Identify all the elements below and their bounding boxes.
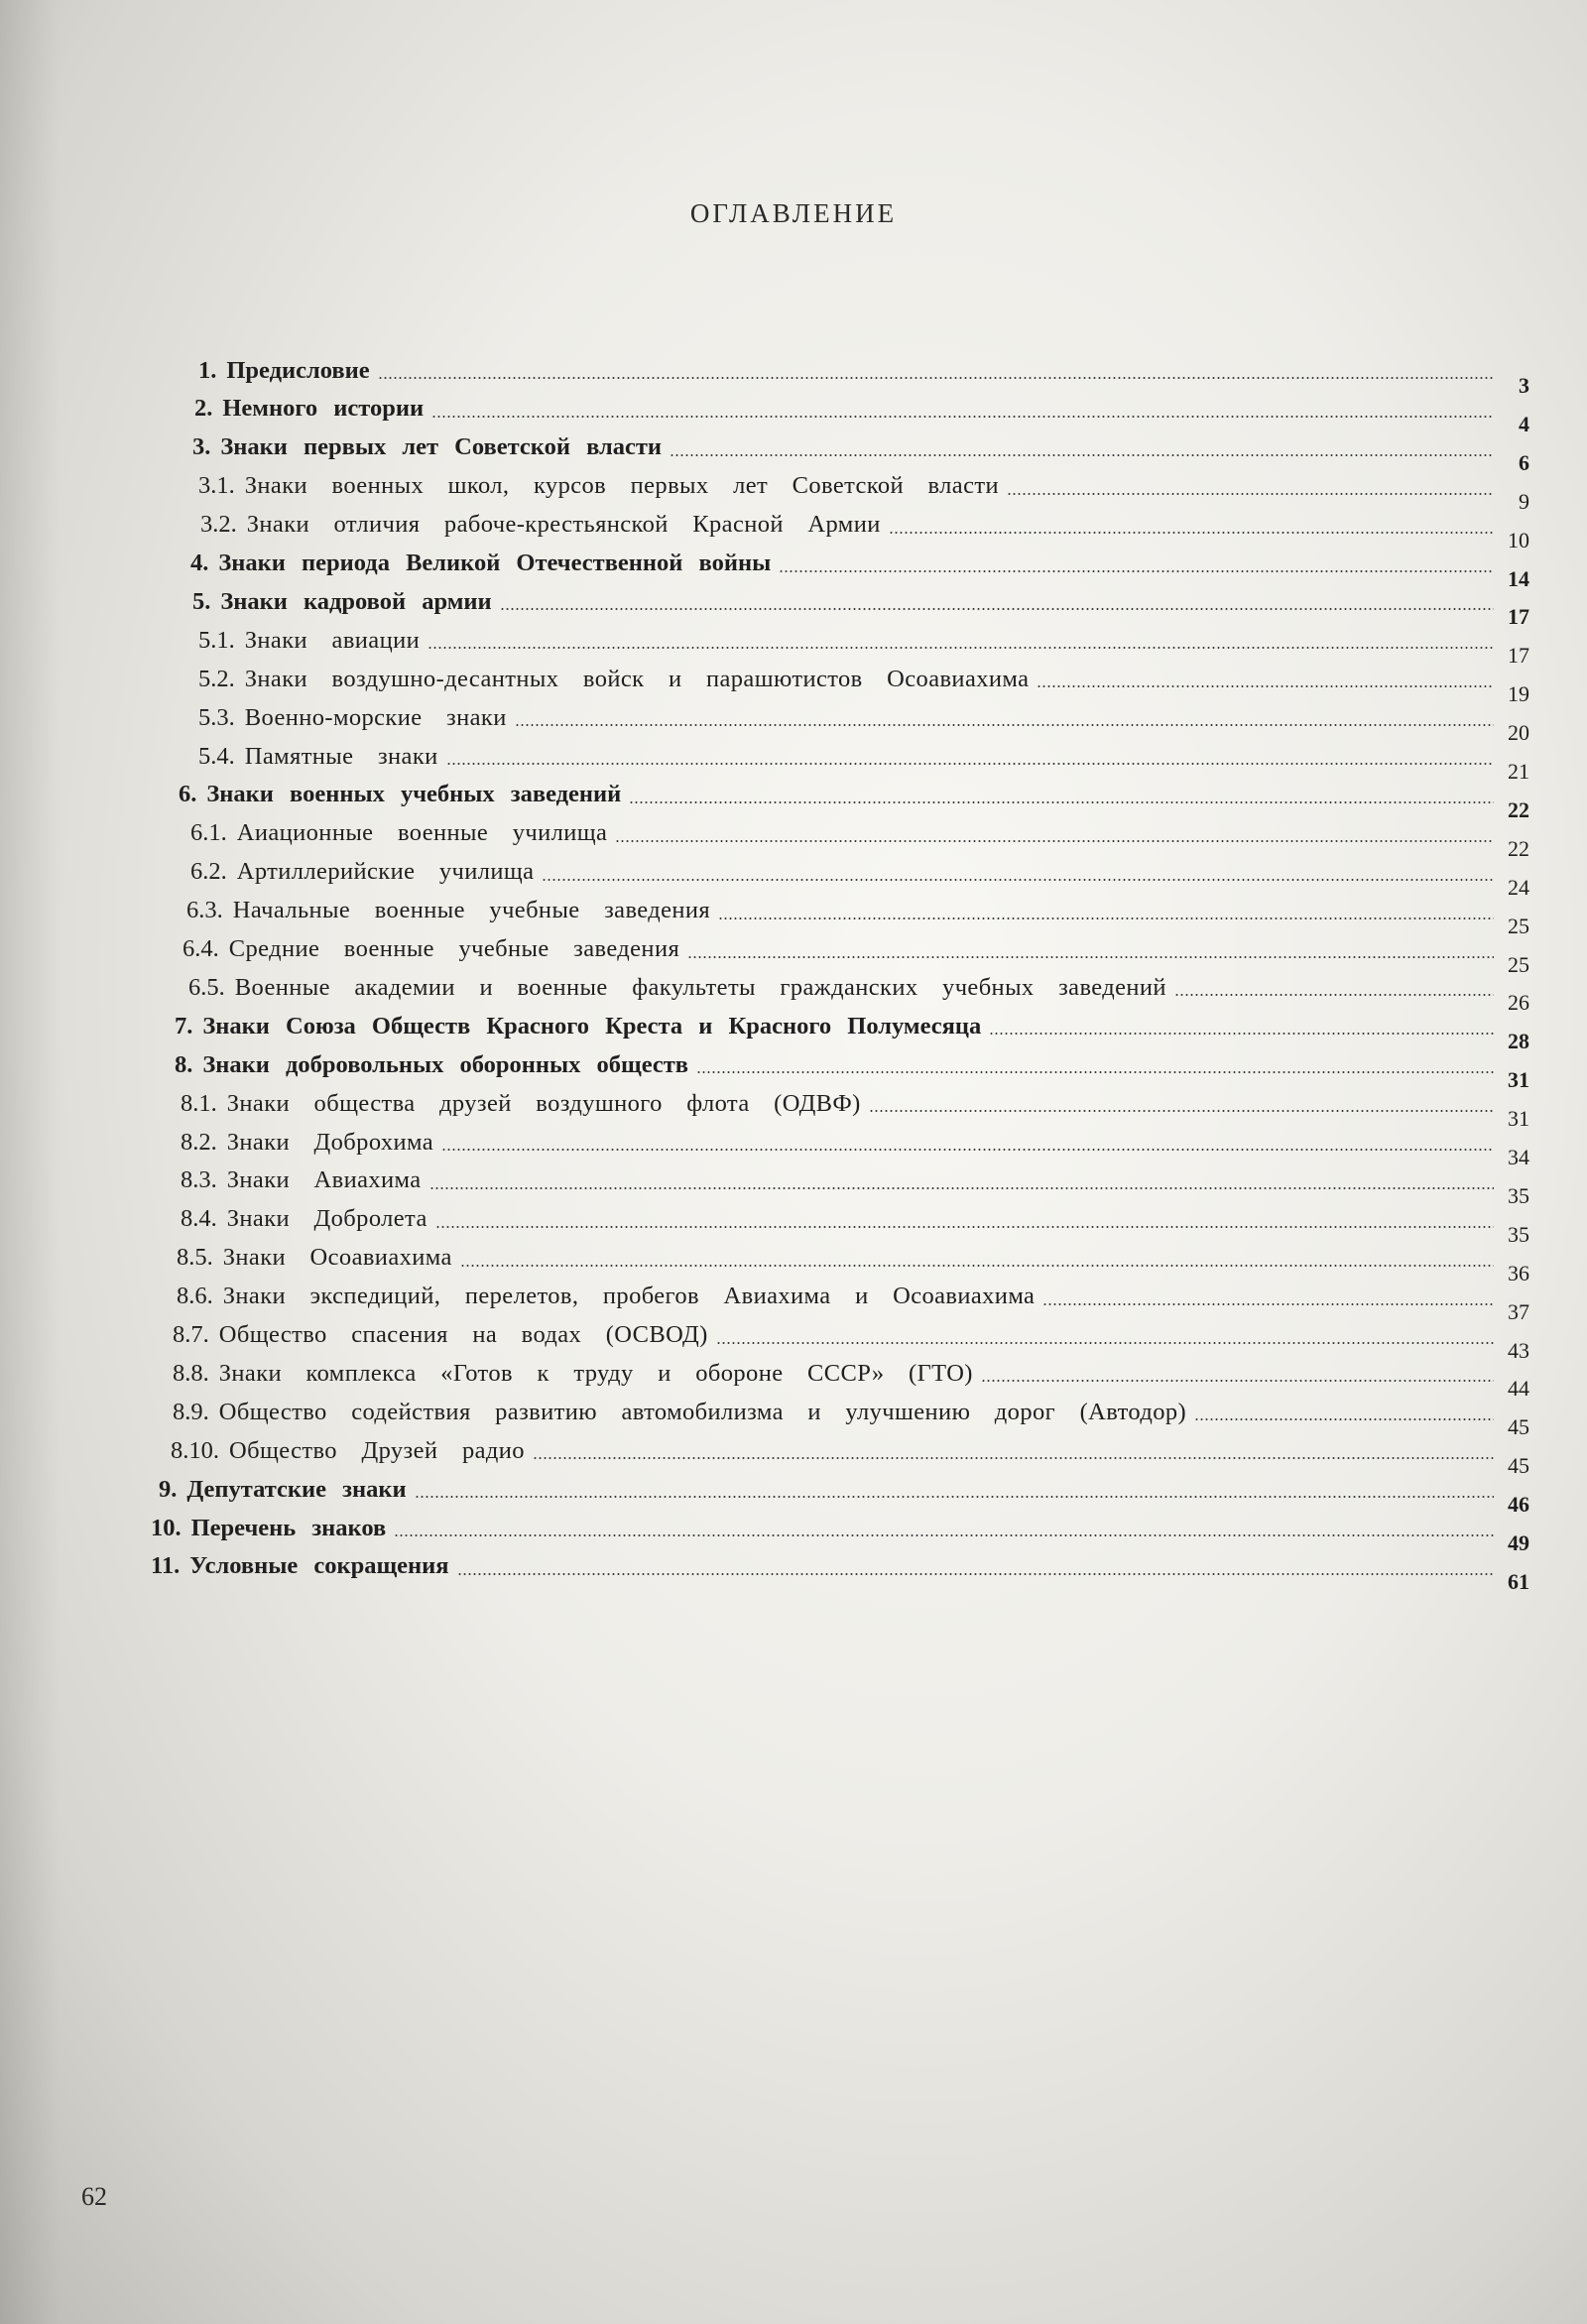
toc-entry-page: 4 <box>1519 411 1529 436</box>
toc-entry[interactable] <box>173 1389 1529 1440</box>
toc-entry[interactable] <box>194 386 1529 436</box>
toc-entry-page: 46 <box>1508 1492 1529 1518</box>
toc-entry-number: 8.10. <box>171 1436 219 1464</box>
toc-entry[interactable] <box>173 1350 1529 1402</box>
toc-entry-number: 8.6. <box>177 1283 213 1310</box>
toc-entry-page: 25 <box>1508 951 1529 977</box>
page-title: ОГЛАВЛЕНИЕ <box>689 198 898 228</box>
toc-entry-page: 49 <box>1508 1530 1529 1555</box>
page-number: 62 <box>81 2182 107 2211</box>
toc-entry-title: Военно-морские знаки <box>244 703 507 731</box>
dot-leader <box>394 1534 1494 1536</box>
toc-entry-title: Памятные знаки <box>244 742 438 770</box>
toc-entry[interactable] <box>173 1312 1529 1363</box>
toc-entry-title: Знаки кадровой армии <box>220 587 492 615</box>
toc-entry-number: 8.7. <box>173 1321 209 1348</box>
toc-entry-number: 5.1. <box>198 626 235 654</box>
toc-entry-title: Знаки военных школ, курсов первых лет Советской власти <box>244 472 999 500</box>
toc-entry[interactable] <box>188 964 1529 1016</box>
dot-leader <box>1194 1418 1494 1420</box>
toc-entry-title: Артиллерийские училища <box>236 858 535 886</box>
toc-entry-title: Знаки периода Великой Отечественной войны <box>218 550 772 576</box>
toc-entry-number: 11. <box>151 1552 181 1580</box>
toc-entry-page: 24 <box>1508 874 1529 900</box>
toc-entry-page: 31 <box>1508 1067 1529 1093</box>
toc-entry-page: 45 <box>1508 1414 1529 1440</box>
toc-entry[interactable] <box>190 541 1529 591</box>
toc-entry-title: Предисловие <box>226 356 370 384</box>
toc-entry-number: 3.1. <box>198 472 235 500</box>
toc-entry-page: 25 <box>1508 913 1529 938</box>
toc-entry-page: 35 <box>1508 1221 1529 1247</box>
toc-entry[interactable] <box>198 617 1529 669</box>
toc-entry-title: Знаки авиации <box>244 626 421 654</box>
toc-entry-number: 6.5. <box>188 973 225 1001</box>
toc-entry-page: 3 <box>1519 373 1529 398</box>
dot-leader <box>981 1380 1494 1382</box>
toc-entry-number: 5.4. <box>198 742 235 770</box>
toc-entry[interactable] <box>192 425 1529 475</box>
toc-entry[interactable] <box>177 1235 1529 1285</box>
dot-leader <box>670 454 1494 456</box>
dot-leader <box>1174 994 1494 996</box>
dot-leader <box>500 608 1494 610</box>
toc-entry-page: 21 <box>1508 759 1529 784</box>
toc-entry-number: 5.3. <box>198 703 235 731</box>
toc-entry-page: 34 <box>1508 1145 1529 1169</box>
dot-leader <box>889 532 1494 534</box>
dot-leader <box>696 1071 1494 1073</box>
toc-entry-title: Знаки Авиахима <box>226 1166 422 1194</box>
dot-leader <box>441 1149 1494 1151</box>
toc-entry-number: 7. <box>175 1012 193 1040</box>
toc-entry-page: 37 <box>1508 1298 1529 1324</box>
toc-entry-page: 45 <box>1508 1453 1529 1479</box>
toc-entry-page: 6 <box>1519 449 1529 475</box>
toc-entry[interactable] <box>186 888 1529 938</box>
toc-entry[interactable] <box>151 1543 1529 1594</box>
dot-leader <box>869 1110 1494 1112</box>
toc-entry[interactable] <box>192 578 1529 630</box>
toc-entry-title: Знаки военных учебных заведений <box>206 781 622 808</box>
toc-entry[interactable] <box>190 810 1529 861</box>
dot-leader <box>1042 1303 1494 1305</box>
toc-entry[interactable] <box>171 1427 1529 1479</box>
toc-entry[interactable] <box>181 1158 1529 1208</box>
dot-leader <box>431 416 1494 418</box>
dot-leader <box>427 647 1494 649</box>
toc-entry-number: 5. <box>192 587 211 615</box>
toc-entry-page: 22 <box>1508 796 1529 822</box>
toc-entry-title: Знаки Добролета <box>226 1205 427 1233</box>
toc-entry-page: 20 <box>1508 720 1529 746</box>
dot-leader <box>687 956 1494 958</box>
toc-entry-page: 31 <box>1508 1106 1529 1132</box>
toc-entry-title: Знаки Осоавиахима <box>222 1244 452 1272</box>
dot-leader <box>615 840 1494 842</box>
toc-entry[interactable] <box>151 1505 1529 1555</box>
dot-leader <box>989 1033 1494 1035</box>
toc-entry-number: 8.8. <box>173 1359 209 1387</box>
toc-entry-number: 3. <box>192 433 211 461</box>
toc-entry-title: Перечень знаков <box>190 1514 387 1541</box>
toc-entry-title: Общество Друзей радио <box>229 1436 525 1464</box>
toc-entry[interactable] <box>198 656 1529 707</box>
toc-entry[interactable] <box>181 1080 1529 1132</box>
dot-leader <box>460 1265 1494 1267</box>
toc-entry[interactable] <box>198 463 1529 514</box>
toc-entry-title: Знаки воздушно-десантных войск и парашютистов Осоавиахима <box>244 665 1030 692</box>
toc-entry-title: Знаки общества друзей воздушного флота (ОДВФ) <box>226 1089 861 1117</box>
toc-entry[interactable] <box>198 347 1529 398</box>
toc-entry-page: 9 <box>1519 488 1529 514</box>
table-of-contents <box>0 347 1587 1627</box>
toc-entry-title: Средние военные учебные заведения <box>228 935 680 962</box>
toc-entry-page: 19 <box>1508 681 1529 707</box>
toc-entry-page: 14 <box>1508 565 1529 591</box>
toc-entry[interactable] <box>198 733 1529 784</box>
toc-entry[interactable] <box>175 1003 1529 1054</box>
dot-leader <box>542 879 1494 881</box>
toc-entry-page: 26 <box>1508 990 1529 1016</box>
toc-entry-page: 35 <box>1508 1182 1529 1208</box>
toc-entry[interactable] <box>181 1196 1529 1247</box>
toc-entry-number: 8.2. <box>181 1128 217 1156</box>
toc-entry[interactable] <box>181 1119 1529 1169</box>
toc-entry-number: 8.4. <box>181 1205 217 1233</box>
toc-entry-number: 8.3. <box>181 1166 217 1194</box>
toc-entry-number: 6. <box>179 781 197 808</box>
dot-leader <box>515 724 1494 726</box>
toc-entry-title: Военные академии и военные факультеты гражданских учебных заведений <box>234 973 1166 1001</box>
toc-entry-number: 8. <box>175 1050 193 1078</box>
toc-entry-number: 8.1. <box>181 1089 217 1117</box>
toc-entry-number: 9. <box>159 1475 178 1503</box>
dot-leader <box>779 570 1494 572</box>
toc-entry-number: 8.5. <box>177 1244 213 1272</box>
toc-entry-number: 8.9. <box>173 1398 209 1425</box>
toc-entry[interactable] <box>198 694 1529 746</box>
toc-entry[interactable] <box>183 926 1529 977</box>
dot-leader <box>1007 493 1494 495</box>
toc-entry[interactable] <box>159 1466 1529 1518</box>
dot-leader <box>629 801 1494 803</box>
toc-entry-page: 61 <box>1508 1568 1529 1594</box>
toc-entry-title: Знаки Союза Обществ Красного Креста и Красного Полумесяца <box>202 1012 982 1040</box>
dot-leader <box>415 1496 1494 1498</box>
dot-leader <box>446 763 1494 765</box>
dot-leader <box>533 1457 1494 1459</box>
toc-entry-number: 6.3. <box>186 897 223 924</box>
dot-leader <box>457 1573 1494 1575</box>
toc-entry[interactable] <box>179 772 1529 822</box>
toc-entry-title: Условные сокращения <box>189 1552 449 1580</box>
toc-entry-title: Общество содействия развитию автомобилизма и улучшению дорог (Автодор) <box>218 1398 1187 1425</box>
toc-entry-title: Знаки добровольных оборонных обществ <box>202 1050 689 1078</box>
toc-entry-number: 6.2. <box>190 858 227 886</box>
toc-entry-page: 36 <box>1508 1260 1529 1285</box>
toc-entry-page: 28 <box>1508 1029 1529 1054</box>
toc-entry-title: Знаки экспедиций, перелетов, пробегов Авиахима и Осоавиахима <box>222 1283 1036 1310</box>
toc-entry-title: Немного истории <box>222 395 425 423</box>
toc-entry-number: 6.1. <box>190 819 227 847</box>
toc-entry[interactable] <box>177 1274 1529 1324</box>
toc-entry-page: 17 <box>1508 604 1529 630</box>
toc-entry-number: 1. <box>198 356 217 384</box>
toc-entry[interactable] <box>175 1041 1529 1093</box>
toc-entry-page: 44 <box>1508 1376 1529 1402</box>
toc-entry[interactable] <box>190 849 1529 900</box>
toc-entry-title: Знаки комплекса «Готов к труду и обороне СССР» (ГТО) <box>218 1359 973 1387</box>
toc-entry-page: 43 <box>1508 1337 1529 1363</box>
toc-entry-title: Общество спасения на водах (ОСВОД) <box>218 1321 708 1348</box>
toc-entry-title: Знаки первых лет Советской власти <box>220 433 663 461</box>
toc-entry-number: 2. <box>194 395 213 423</box>
dot-leader <box>378 377 1494 379</box>
toc-entry-number: 3.2. <box>200 511 237 539</box>
dot-leader <box>429 1187 1494 1189</box>
dot-leader <box>718 917 1494 919</box>
toc-entry-title: Знаки отличия рабоче-крестьянской Красной Армии <box>246 511 881 539</box>
toc-entry-number: 5.2. <box>198 665 235 692</box>
toc-entry-page: 10 <box>1508 527 1529 552</box>
toc-entry-title: Аиационные военные училища <box>236 819 608 847</box>
toc-entry[interactable] <box>200 502 1529 552</box>
toc-entry-title: Депутатские знаки <box>186 1475 407 1503</box>
toc-entry-page: 17 <box>1508 643 1529 669</box>
toc-entry-number: 10. <box>151 1514 182 1541</box>
toc-entry-page: 22 <box>1508 835 1529 861</box>
dot-leader <box>1037 685 1494 687</box>
toc-entry-title: Знаки Доброхима <box>226 1128 434 1156</box>
toc-entry-number: 4. <box>190 550 209 576</box>
toc-entry-title: Начальные военные учебные заведения <box>232 897 711 924</box>
dot-leader <box>435 1226 1494 1228</box>
toc-entry-number: 6.4. <box>183 935 219 962</box>
dot-leader <box>716 1342 1494 1344</box>
